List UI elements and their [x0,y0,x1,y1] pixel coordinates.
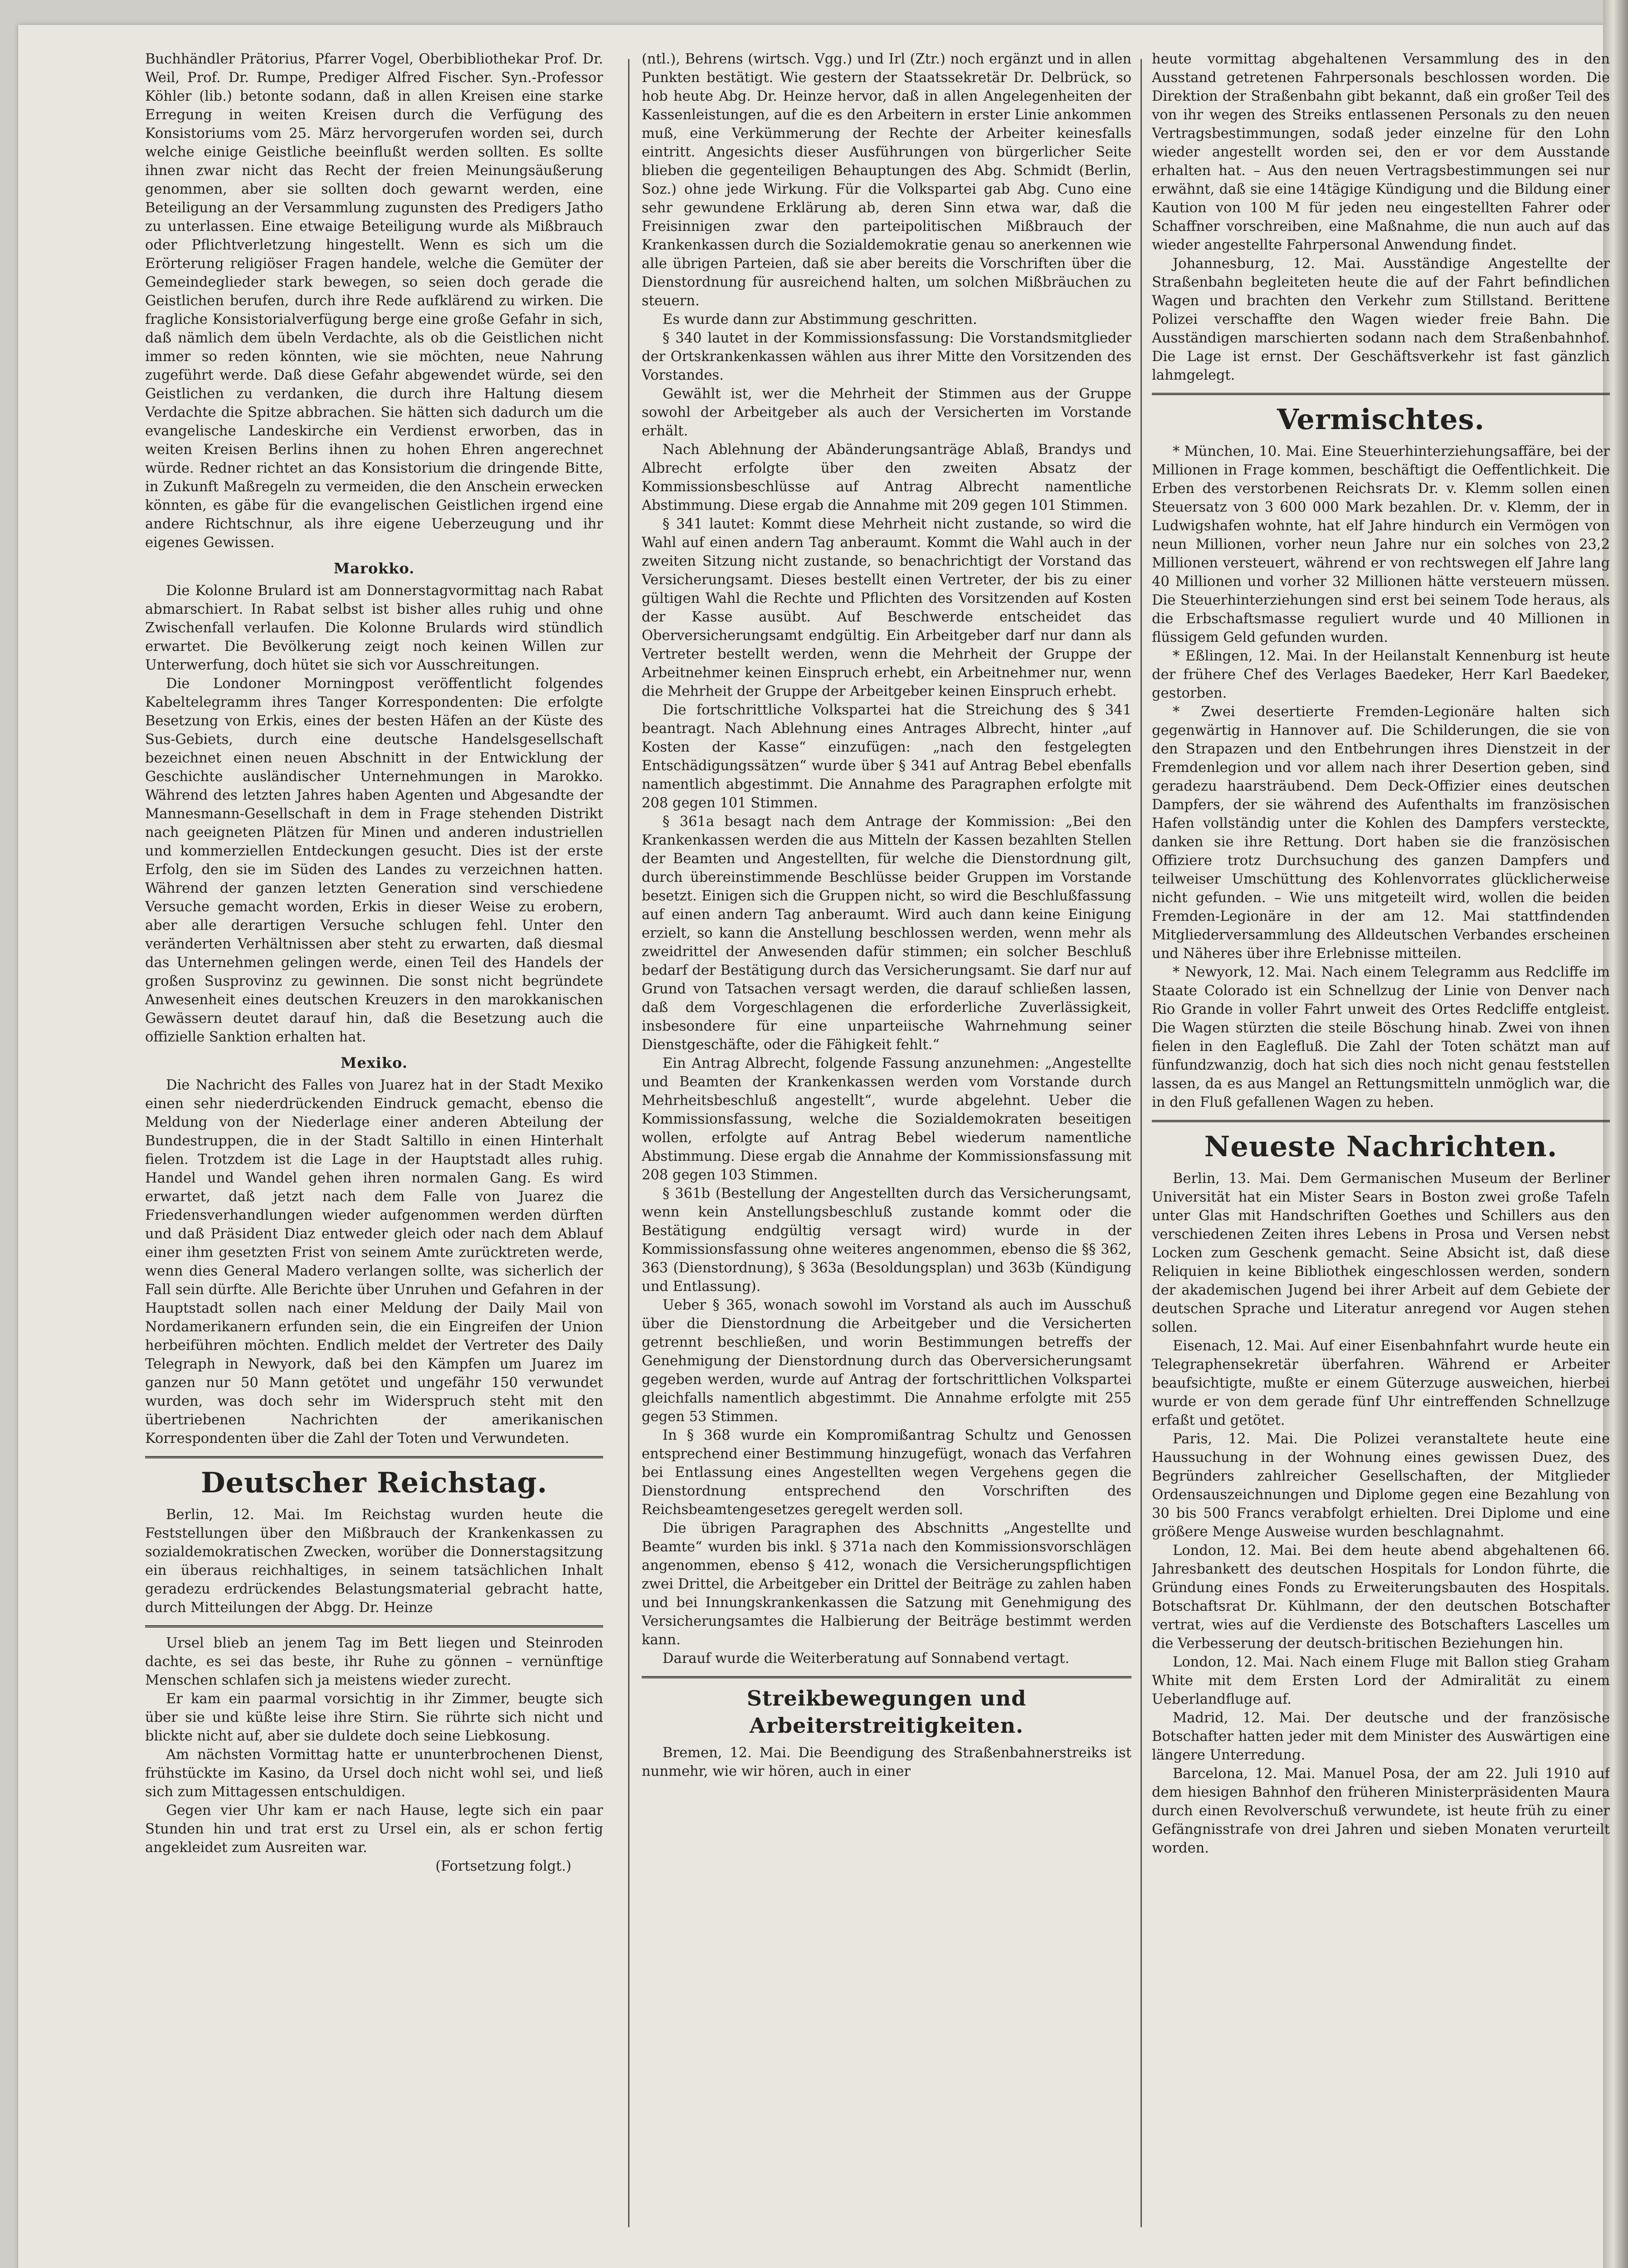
article-text: Barcelona, 12. Mai. Manuel Posa, der am 22. Juli 1910 auf dem hiesigen Bahnhof den früheren Ministerpräsidenten Maura durch einen Revolverschuß verwundete, ist heute früh zu einer Gefängnisstrafe von drei Jahren und sieben Monaten verurteilt worden. [1152,1766,1610,1856]
article-text: Es wurde dann zur Abstimmung geschritten. [663,312,977,327]
divider [1152,393,1610,395]
article-text: § 340 lautet in der Kommissionsfassung: Die Vorstandsmitglieder der Ortskrankenkassen wählen aus ihrer Mitte den Vorsitzenden des Vorstandes. [642,330,1131,383]
column-2 [642,50,1131,2227]
serial-text: Gegen vier Uhr kam er nach Hause, legte sich ein paar Stunden hin und trat erst zu Ursel ein, als er schon fertig angekleidet zum Ausreiten war. [145,1803,603,1856]
article-text: Bremen, 12. Mai. Die Beendigung des Straßenbahnerstreiks ist nunmehr, wie wir hören, auch in einer [642,1745,1131,1779]
divider [145,1625,603,1628]
article-text: heute vormittag abgehaltenen Versammlung des in den Ausstand getretenen Fahrpersonals beschlossen worden. Die Direktion der Straßenbahn gibt bekannt, daß ein großer Teil des von ihr wegen des Streiks entlassenen Personals zu den neuen Vertragsbestimmungen, sodaß jeder einzelne für den Lohn wieder angestellt worden sei, den er vor dem Ausstande erhalten hat. – Aus den neuen Vertragsbestimmungen sei nur erwähnt, daß sie eine 14tägige Kündigung und die Bildung einer Kaution von 100 M für jeden neu eingestellten Fahrer oder Schaffner vorschreiben, eine Maßnahme, die nun auch auf das wieder angestellte Fahrpersonal Anwendung findet. [1152,51,1610,253]
article-text: Darauf wurde die Weiterberatung auf Sonnabend vertagt. [663,1651,1070,1667]
article-text: Die Kolonne Brulard ist am Donnerstagvormittag nach Rabat abmarschiert. In Rabat selbst ist bisher alles ruhig und ohne Zwischenfall verlaufen. Die Kolonne Brulards wird stündlich erwartet. Die Bevölkerung zeigt noch keinen Willen zur Unterwerfung, doch hütet sie sich vor Ausschreitungen. [145,583,603,673]
serial-text: Am nächsten Vormittag hatte er ununterbrochenen Dienst, frühstückte im Kasino, da Ursel doch nicht wohl sei, und ließ sich zum Mittagessen entschuldigen. [145,1747,603,1800]
article-text: § 341 lautet: Kommt diese Mehrheit nicht zustande, so wird die Wahl auf einen andern Tag anberaumt. Kommt die Wahl auch in der zweiten Sitzung nicht zustande, so benachrichtigt der Vorstand das Versicherungsamt. Dieses bestellt einen Vertreter, der bis zu einer gültigen Wahl die Rechte und Pflichten des Vorsitzenden auf Kosten der Kasse ausübt. Auf Beschwerde entscheidet das Oberversicherungsamt endgültig. Ein Arbeitgeber darf nur dann als Vertreter bestellt werden, wenn die Mehrheit der Gruppe der Arbeitnehmer keinen Einspruch erhebt, ein Arbeitnehmer nur, wenn die Mehrheit der Gruppe der Arbeitgeber keinen Einspruch erhebt. [642,516,1131,699]
article-text: * Zwei desertierte Fremden-Legionäre halten sich gegenwärtig in Hannover auf. Die Schilderungen, die sie von den Strapazen und den Entbehrungen ihres Dienstzeit in der Fremdenlegion und vor allem nach ihrer Desertion geben, sind geradezu haarsträubend. Dem Deck-Offizier eines deutschen Dampfers, der sie während des Aufenthalts im französischen Hafen vollständig unter die Kohlen des Dampfers versteckte, danken sie ihre Rettung. Dort haben sie die französischen Offiziere trotz Durchsuchung des ganzen Dampfers und teilweiser Umschüttung des Kohlenvorrates glücklicherweise nicht gefunden. – Wie uns mitgeteilt wird, wollen die beiden Fremden-Legionäre in der am 12. Mai stattfindenden Mitgliederversammlung des Alldeutschen Verbandes erscheinen und Näheres über ihre Erlebnisse mitteilen. [1152,704,1610,962]
section-heading-neueste: Neueste Nachrichten. [1204,1130,1558,1163]
article-text: Ueber § 365, wonach sowohl im Vorstand als auch im Ausschuß über die Dienstordnung die Arbeitgeber und die Versicherten getrennt beschließen, und worin Bestimmungen betreffs der Genehmigung der Dienstordnung durch das Oberversicherungsamt gegeben werden, wurde auf Antrag der fortschrittlichen Volkspartei gleichfalls namentlich abgestimmt. Die Annahme erfolgte mit 255 gegen 53 Stimmen. [642,1297,1131,1425]
article-text: Die Londoner Morningpost veröffentlicht folgendes Kabeltelegramm ihres Tanger Korrespondenten: Die erfolgte Besetzung von Erkis, eines der besten Häfen an der Küste des Sus-Gebiets, durch eine deutsche Handelsgesellschaft bezeichnet einen neuen Abschnitt in der Entwicklung der Geschichte ausländischer Unternehmungen in Marokko. Während des letzten Jahres haben Agenten und Abgesandte der Mannesmann-Gesellschaft in dem in Frage stehenden Distrikt nach geeigneten Plätzen für Minen und anderen industriellen und kommerziellen Entdeckungen gesucht. Dies ist der erste Erfolg, den sie im Süden des Landes zu verzeichnen hatten. Während der ganzen letzten Generation sind verschiedene Versuche gemacht worden, Erkis in dieser Weise zu erobern, aber alle derartigen Versuche schlugen fehl. Unter den veränderten Verhältnissen aber steht zu erwarten, daß diesmal das Unternehmen gelingen werde, einen Teil des Handels der großen Susprovinz zu gewinnen. Die sonst nicht begründete Anwesenheit eines deutschen Kreuzers in den marokkanischen Gewässern deutet darauf hin, daß die Besetzung auch die offizielle Sanktion erhalten hat. [145,676,603,1045]
column-rule [628,59,629,2227]
continuation-note: (Fortsetzung folgt.) [435,1858,571,1874]
section-heading-streik: Streikbewegungen und Arbeiterstreitigkeiten. [746,1686,1027,1738]
article-text: Die übrigen Paragraphen des Abschnitts „Angestellte und Beamte“ wurden bis inkl. § 371a nach den Kommissionsvorschlägen angenommen, ebenso § 412, wonach die Versicherungspflichtigen zwei Drittel, die Arbeitgeber ein Drittel der Beiträge zu zahlen haben und bei Innungskrankenkassen die Satzung mit Genehmigung des Versicherungsamtes die Halbierung der Beiträge bestimmt werden kann. [642,1520,1131,1648]
article-text: Paris, 12. Mai. Die Polizei veranstaltete heute eine Haussuchung in der Wohnung eines gewissen Duez, des Begründers zahlreicher Gesellschaften, der Mitglieder Ordensauszeichnungen und Diplome gegen eine Bezahlung von 30 bis 500 Francs verabfolgt erhielten. Drei Diplome und eine größere Menge Ausweise wurden beschlagnahmt. [1152,1431,1610,1540]
section-heading-reichstag: Deutscher Reichstag. [200,1466,548,1499]
article-text: Die Nachricht des Falles von Juarez hat in der Stadt Mexiko einen sehr niederdrückenden Eindruck gemacht, ebenso die Meldung von der Niederlage einer anderen Abteilung der Bundestruppen, die in der Stadt Saltillo in einen Hinterhalt fielen. Trotzdem ist die Lage in der Hauptstadt alles ruhig. Handel und Wandel gehen ihren normalen Gang. Es wird erwartet, daß jetzt nach dem Falle von Juarez die Friedensverhandlungen wieder aufgenommen werden dürften und daß Präsident Diaz entweder gleich oder nach dem Ablauf einer ihm gesetzten Frist von seinem Amte zurücktreten werde, wenn dies General Madero verlangen sollte, was sicherlich der Fall sein dürfte. Alle Berichte über Unruhen und Gefahren in der Hauptstadt sollen nach einer Meldung der Daily Mail von Nordamerikanern erfunden sein, die ein Eingreifen der Union herbeiführen möchten. Endlich meldet der Vertreter des Daily Telegraph in Newyork, daß bei den Kämpfen um Juarez im ganzen nur 50 Mann getötet und ungefähr 150 verwundet wurden, was doch sehr im Widerspruch steht mit den übertriebenen Nachrichten der amerikanischen Korrespondenten über die Zahl der Toten und Verwundeten. [145,1077,603,1447]
article-text: * Newyork, 12. Mai. Nach einem Telegramm aus Redcliffe im Staate Colorado ist ein Schnellzug der Linie von Denver nach Rio Grande in voller Fahrt unweit des Ortes Redcliffe entgleist. Die Wagen stürzten die steile Böschung hinab. Zwei von ihnen fielen in den Eaglefluß. Die Zahl der Toten schätzt man auf fünfundzwanzig, doch hat sich dies noch nicht genau feststellen lassen, da es aus Mangel an Rettungsmitteln unmöglich war, die in den Fluß gefallenen Wagen zu heben. [1152,964,1610,1110]
article-text: London, 12. Mai. Nach einem Fluge mit Ballon stieg Graham White mit dem Ersten Lord der Admiralität zu einem Ueberlandfluge auf. [1152,1654,1610,1707]
article-text: * München, 10. Mai. Eine Steuerhinterziehungsaffäre, bei der Millionen in Frage kommen, beschäftigt die Oeffentlichkeit. Die Erben des verstorbenen Reichsrats Dr. v. Klemm sollen einen Steuersatz von 3 600 000 Mark bezahlen. Dr. v. Klemm, der in Ludwigshafen wohnte, hat elf Jahre hindurch ein Vermögen von neun Millionen, vorher neun Jahre nur ein solches von 23,2 Millionen versteuert, während er von rechtswegen elf Jahre lang 40 Millionen und vorher 32 Millionen hätte versteuern müssen. Die Steuerhinterziehungen sind erst bei seinem Tode heraus, als die Erbschaftsmasse reguliert wurde und 40 Millionen in flüssigem Geld gefunden wurden. [1152,444,1610,645]
article-text: § 361b (Bestellung der Angestellten durch das Versicherungsamt, wenn kein Anstellungsbeschluß zustande kommt oder die Bestätigung endgültig versagt wird) wurde in der Kommissionsfassung ohne weiteres angenommen, ebenso die §§ 362, 363 (Dienstordnung), § 363a (Besoldungsplan) und 363b (Kündigung und Entlassung). [642,1186,1131,1295]
article-text: Buchhändler Prätorius, Pfarrer Vogel, Oberbibliothekar Prof. Dr. Weil, Prof. Dr. Rumpe, Prediger Alfred Fischer. Syn.-Professor Köhler (lib.) betonte sodann, daß in allen Kreisen eine starke Erregung in weiten Kreisen durch die Verfügung des Konsistoriums vom 25. März hervorgerufen worden sei, durch welche einige Geistliche beeinflußt werden sollten. Es sollte ihnen zwar nicht das Recht der freien Meinungsäußerung genommen, aber sie sollten doch gewarnt werden, eine Beteiligung an der Versammlung zugunsten des Predigers Jatho zu unterlassen. Eine etwaige Beteiligung wurde als Mißbrauch oder Pflichtverletzung hingestellt. Wenn es sich um die Erörterung religiöser Fragen handele, welche die Gemüter der Gemeindeglieder stark bewegen, so seien doch gerade die Geistlichen berufen, durch ihre Rede aufklärend zu wirken. Die fragliche Konsistorialverfügung berge eine große Gefahr in sich, daß nämlich dem übeln Verdachte, als ob die Geistlichen nicht immer so reden könnten, wie sie möchten, neue Nahrung zugeführt werde. Daß diese Gefahr abgewendet würde, sei den Geistlichen zu verdanken, die durch ihre Haltung diesem Verdachte die Spitze abbrachen. Sie hätten sich dadurch um die evangelische Landeskirche ein Verdienst erworben, das in weiten Kreisen Berlins ihnen zu hohen Ehren angerechnet würde. Redner richtet an das Konsistorium die dringende Bitte, in Zukunft Maßregeln zu vermeiden, die den Anschein erwecken könnten, es gäbe für die evangelischen Geistlichen irgend eine andere Richtschnur, als ihre eigene Ueberzeugung und ihr eigenes Gewissen. [145,51,603,551]
article-text: Ein Antrag Albrecht, folgende Fassung anzunehmen: „Angestellte und Beamten der Krankenkassen werden vom Vorstande durch Mehrheitsbeschluß angestellt“, wurde abgelehnt. Ueber die Kommissionsfassung, welche die Sozialdemokraten beseitigen wollen, erfolgte auf Antrag Bebel wiederum namentliche Abstimmung. Diese ergab die Annahme der Kommissionsfassung mit 208 gegen 103 Stimmen. [642,1056,1131,1183]
column-1 [145,50,603,2227]
article-text: Gewählt ist, wer die Mehrheit der Stimmen aus der Gruppe sowohl der Arbeitgeber als auch der Versicherten im Vorstande erhält. [642,386,1131,439]
article-text: Johannesburg, 12. Mai. Ausständige Angestellte der Straßenbahn begleiteten heute die auf der Fahrt befindlichen Wagen und brachten den Verkehr zum Stillstand. Berittene Polizei verschaffte den Wagen wieder freie Bahn. Die Ausständigen marschierten sodann nach dem Straßenbahnhof. Die Lage ist ernst. Der Geschäftsverkehr ist fast gänzlich lahmgelegt. [1152,256,1610,383]
article-text: * Eßlingen, 12. Mai. In der Heilanstalt Kennenburg ist heute der frühere Chef des Verlages Baedeker, Herr Karl Baedeker, gestorben. [1152,648,1610,701]
serial-text: Er kam ein paarmal vorsichtig in ihr Zimmer, beugte sich über sie und küßte leise ihre Stirn. Sie rührte sich nicht und blickte nicht auf, aber sie duldete doch seine Liebkosung. [145,1691,603,1744]
divider [642,1676,1131,1678]
article-text: In § 368 wurde ein Kompromißantrag Schultz und Genossen entsprechend einer Bestimmung hinzugefügt, wonach das Verfahren bei Entlassung eines Angestellten wegen Vergehens gegen die Dienstordnung entsprechend den Vorschriften des Reichsbeamtengesetzes geregelt werden soll. [642,1427,1131,1518]
section-heading-mexiko: Mexiko. [340,1054,408,1071]
article-text: Eisenach, 12. Mai. Auf einer Eisenbahnfahrt wurde heute ein Telegraphensekretär überfahren. Während er Arbeiter beaufsichtigte, mußte er einem Güterzuge ausweichen, hierbei wurde er von dem gerade fünf Uhr eintreffenden Schnellzuge erfaßt und getötet. [1152,1338,1610,1428]
divider [1152,1120,1610,1122]
serial-text: Ursel blieb an jenem Tag im Bett liegen und Steinroden dachte, es sei das beste, ihr Ruhe zu gönnen – vernünftige Menschen schlafen sich ja meistens wieder zurecht. [145,1635,603,1688]
column-3 [1152,50,1610,2227]
divider [145,1456,603,1458]
article-text: Berlin, 13. Mai. Dem Germanischen Museum der Berliner Universität hat ein Mister Sears in Boston zwei große Tafeln unter Glas mit Handschriften Goethes und Schillers aus den verschiedenen Zeiten ihres Lebens in Prosa und Versen nebst Locken zum Geschenk gemacht. Seine Absicht ist, daß diese Reliquien in keine Bibliothek eingeschlossen werden, sondern der akademischen Jugend bei ihrer Arbeit auf dem Gebiete der deutschen Sprache und Literatur anregend vor Augen stehen sollen. [1152,1171,1610,1335]
article-text: Nach Ablehnung der Abänderungsanträge Ablaß, Brandys und Albrecht erfolgte über den zweiten Absatz der Kommissionsbeschlüsse auf Antrag Albrecht namentliche Abstimmung. Diese ergab die Annahme mit 209 gegen 101 Stimmen. [642,442,1131,513]
article-text: Berlin, 12. Mai. Im Reichstag wurden heute die Feststellungen über den Mißbrauch der Krankenkassen zu sozialdemokratischen Zwecken, worüber die Donnerstagsitzung ein überaus reichhaltiges, in seinem tatsächlichen Inhalt geradezu erdrückendes Belastungsmaterial gebracht hatte, durch Mitteilungen der Abgg. Dr. Heinze [145,1507,603,1616]
column-rule [1141,59,1142,2227]
article-text: London, 12. Mai. Bei dem heute abend abgehaltenen 66. Jahresbankett des deutschen Hospitals for London führte, die Gründung eines Fonds zu Erweiterungsbauten des Hospitals. Botschaftsrat Dr. Kühlmann, der den deutschen Botschafter vertrat, wies auf die Verdienste des Botschafters Lascelles um die Verbesserung der deutsch-britischen Beziehungen hin. [1152,1543,1610,1652]
article-text: Madrid, 12. Mai. Der deutsche und der französische Botschafter hatten jeder mit dem Minister des Auswärtigen eine längere Unterredung. [1152,1710,1610,1763]
section-heading-marokko: Marokko. [333,560,415,577]
article-text: (ntl.), Behrens (wirtsch. Vgg.) und Irl (Ztr.) noch ergänzt und in allen Punkten bestätigt. Wie gestern der Staatssekretär Dr. Delbrück, so hob heute Abg. Dr. Heinze hervor, daß in allen Angelegenheiten der Kassenleistungen, auf die es den Arbeitern in erster Linie ankommen muß, eine Verkümmerung der Rechte der Arbeiter keinesfalls eintritt. Angesichts dieser Ausführungen von bürgerlicher Seite blieben die gegenteiligen Behauptungen des Abg. Schmidt (Berlin, Soz.) ohne jede Wirkung. Für die Volkspartei gab Abg. Cuno eine sehr gewundene Erklärung ab, deren Sinn etwa war, daß die Freisinnigen zwar den parteipolitischen Mißbrauch der Krankenkassen durch die Sozialdemokratie genau so anerkennen wie alle übrigen Parteien, daß sie aber bereits die Vorschriften über die Dienstordnung für ausreichend halten, um solchen Mißbräuchen zu steuern. [642,51,1131,309]
section-heading-vermischtes: Vermischtes. [1277,403,1485,436]
article-text: Die fortschrittliche Volkspartei hat die Streichung des § 341 beantragt. Nach Ablehnung eines Antrages Albrecht, hinter „auf Kosten der Kasse“ einzufügen: „nach den festgelegten Entschädigungssätzen“ wurde über § 341 auf Antrag Bebel ebenfalls namentlich abgestimmt. Die Annahme des Paragraphen erfolgte mit 208 gegen 101 Stimmen. [642,702,1131,811]
article-text: § 361a besagt nach dem Antrage der Kommission: „Bei den Krankenkassen werden die aus Mitteln der Kassen bezahlten Stellen der Beamten und Angestellten, für welche die Dienstordnung gilt, durch übereinstimmende Beschlüsse beider Gruppen im Vorstande besetzt. Einigen sich die Gruppen nicht, so wird die Beschlußfassung auf einen andern Tag anberaumt. Wird auch dann keine Einigung erzielt, so kann die Anstellung beschlossen werden, wenn mehr als zweidrittel der Anwesenden dafür stimmen; ein solcher Beschluß bedarf der Bestätigung durch das Versicherungsamt. Sie darf nur auf Grund von Tatsachen versagt werden, die darauf schließen lassen, daß dem Vorgeschlagenen die erforderliche Zuverlässigkeit, insbesondere für eine unparteiische Wahrnehmung seiner Dienstgeschäfte, oder die Fähigkeit fehlt.“ [642,814,1131,1053]
